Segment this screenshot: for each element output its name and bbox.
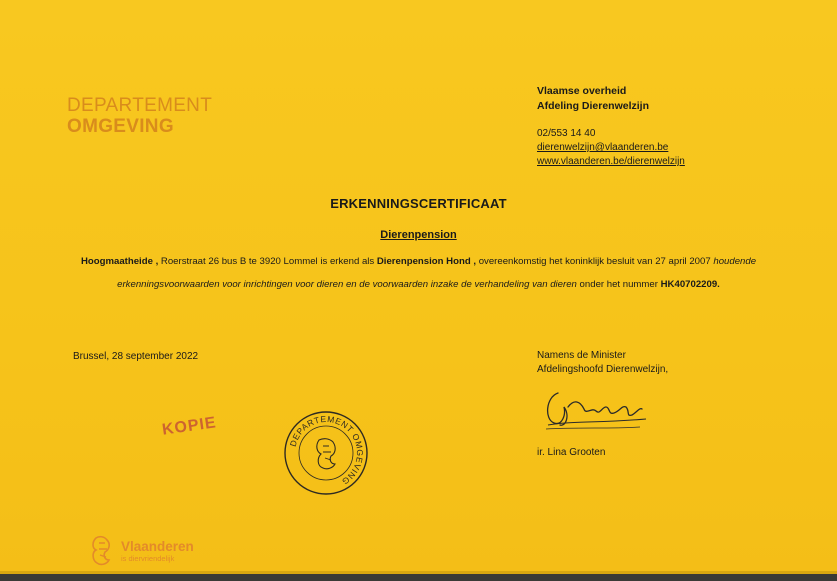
vlaanderen-logo (88, 534, 194, 568)
certificate-body (30, 250, 807, 296)
svg-text:DEPARTEMENT OMGEVING: DEPARTEMENT OMGEVING (287, 413, 366, 487)
certificate-subtitle: Dierenpension (380, 229, 457, 241)
authority-org: Vlaamse overheid (537, 85, 627, 97)
recognition-category: Dierenpension Hond , (376, 256, 477, 267)
scan-bottom-edge (0, 574, 837, 581)
establishment-address: Roerstraat 26 bus B te 3920 Lommel is erkend als (158, 256, 377, 267)
place-date: Brussel, 28 september 2022 (73, 351, 199, 362)
recognition-number: HK40702209. (660, 279, 720, 290)
establishment-name: Hoogmaatheide , (80, 256, 159, 267)
body-text-a: overeenkomstig het koninklijk besluit van 27 april 2007 (476, 256, 714, 267)
kopie-stamp: KOPIE (161, 414, 218, 439)
contact-block (537, 127, 685, 169)
department-seal (283, 410, 369, 496)
flemish-lion-icon (88, 534, 116, 568)
signer-line1: Namens de Minister (537, 350, 626, 361)
contact-website[interactable]: www.vlaanderen.be/dierenwelzijn (537, 156, 685, 167)
vlaanderen-logo-tagline: is diervriendelijk (121, 554, 175, 563)
signer-role (537, 349, 668, 377)
body-text-b: onder het nummer (576, 279, 661, 290)
authority-division: Afdeling Dierenwelzijn (537, 100, 650, 112)
certificate-title: ERKENNINGSCERTIFICAAT (330, 196, 507, 211)
vlaanderen-logo-name: Vlaanderen (121, 538, 194, 554)
signer-line2: Afdelingshoofd Dierenwelzijn, (537, 364, 669, 375)
department-logo (67, 96, 212, 136)
department-logo-line2: OMGEVING (67, 116, 174, 137)
decree-title: houdende erkenningsvoorwaarden voor inrichtingen voor dieren en de voorwaarden inzake de verhandeling van dieren (117, 256, 757, 290)
department-logo-line1: DEPARTEMENT (67, 95, 213, 116)
signer-name: ir. Lina Grooten (537, 447, 606, 458)
signature (540, 385, 650, 435)
contact-phone: 02/553 14 40 (537, 128, 596, 139)
authority-block (537, 84, 649, 114)
contact-email[interactable]: dierenwelzijn@vlaanderen.be (537, 142, 669, 153)
